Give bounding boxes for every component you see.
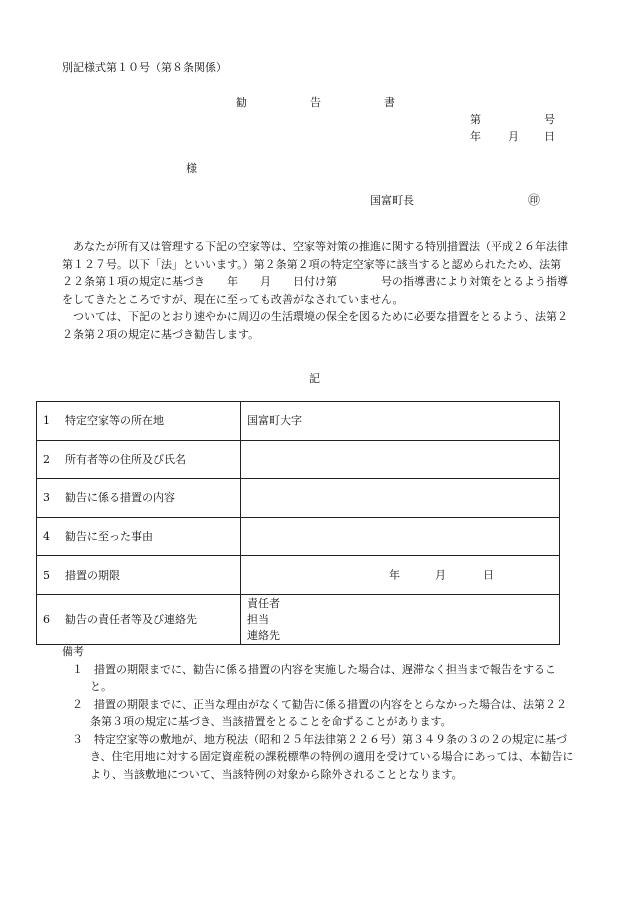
table-row [37,440,560,479]
measures-value [241,479,560,518]
ki-heading: 記 [309,372,320,385]
date-month: 月 [508,130,519,143]
contact-value [241,595,560,645]
contact-responsible: 責任者 [247,596,280,610]
reason-value [241,517,560,556]
notes-heading: 備考 [62,645,84,658]
note-item: ３ 特定空家等の敷地が、地方税法（昭和２５年法律第２２６号）第３４９条の３の２の規定に基づき、住宅用地に対する固定資産税の課税標準の特例の適用を受けている場合にあっては、本勧告により、当該敷地について、当該特例の対象から除外されることとなります。 [72,732,574,781]
table-row [37,479,560,518]
row-label-cell: 1 特定空家等の所在地 [37,402,241,441]
number-suffix: 号 [544,113,555,126]
body-paragraph-2: ついては、下記のとおり速やかに周辺の生活環境の保全を図るために必要な措置をとるよう、法第２２条第２項の規定に基づき勧告します。 [62,310,568,341]
table-row [37,517,560,556]
row-label-cell: 4 勧告に至った事由 [37,517,241,556]
body-paragraph-1: あなたが所有又は管理する下記の空家等は、空家等対策の推進に関する特別措置法（平成２６年法律第１２７号。以下「法」といいます。）第２条第２項の特定空家等に該当すると認められたため、法第２２条第１項の規定に基づき 年 月 日付け第 号の指導書により対策をとるよう指導をしてきたところですが、現在に至っても改善がなされていません。 [62,240,568,306]
title-char-2: 告 [310,96,321,109]
note-item: １ 措置の期限までに、勧告に係る措置の内容を実施した場合は、遅滞なく担当まで報告をすること。 [72,662,556,693]
table-row [37,595,560,645]
row-label-cell: 2 所有者等の住所及び氏名 [37,440,241,479]
date-day: 日 [544,130,555,143]
table-row [37,402,560,441]
deadline-year: 年 [389,568,400,582]
row-label-cell: 5 措置の期限 [37,556,241,595]
deadline-month: 月 [435,568,446,582]
title-char-3: 書 [384,96,395,109]
row-label-cell: 3 勧告に係る措置の内容 [37,479,241,518]
contact-staff: 担当 [247,612,269,626]
addressee-suffix: 様 [186,162,197,175]
issuer-title: 国富町長 [370,194,414,207]
location-value: 国富町大字 [241,402,560,441]
row-label-cell: 6 勧告の責任者等及び連絡先 [37,595,241,645]
contact-info: 連絡先 [247,628,280,642]
recommendation-table [36,401,560,645]
date-year: 年 [470,130,481,143]
table-row [37,556,560,595]
title-char-1: 勧 [236,96,247,109]
owner-value [241,440,560,479]
deadline-value [241,556,560,595]
form-label: 別記様式第１０号（第８条関係） [62,61,227,74]
deadline-day: 日 [483,568,494,582]
notes-section [62,643,574,783]
seal-mark: ㊞ [528,193,541,207]
note-item: ２ 措置の期限までに、正当な理由がなくて勧告に係る措置の内容をとらなかった場合は、法第２２条第３項の規定に基づき、当該措置をとることを命ずることがあります。 [72,697,567,728]
number-prefix: 第 [470,113,481,126]
body-text [62,238,572,343]
